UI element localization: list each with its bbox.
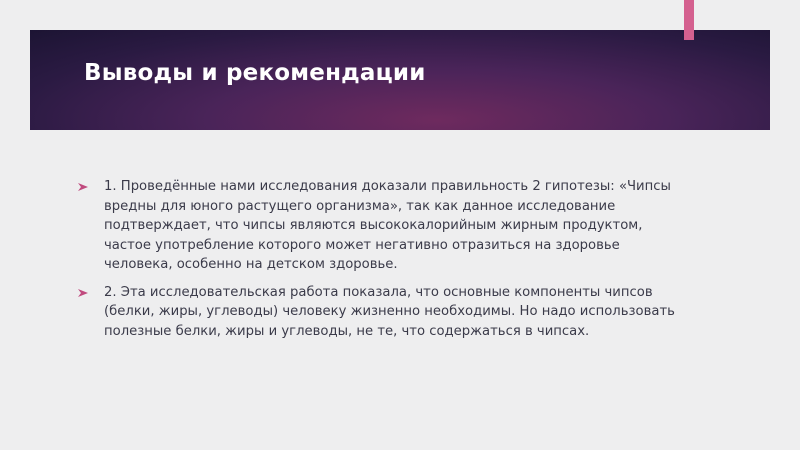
bullet-text: 1. Проведённые нами исследования доказали правильность 2 гипотезы: «Чипсы вредны для юного растущего организма», так как данное исследование подтверждает, что чипсы являются высококалорийным жирным продуктом, частое употребление которого может негативно отразиться на здоровье человека, особенно на детском здоровье. <box>104 179 671 272</box>
slide-title: Выводы и рекомендации <box>84 60 426 86</box>
bullet-list <box>78 177 678 349</box>
accent-bar <box>684 0 694 40</box>
bullet-item <box>78 177 678 275</box>
arrowhead-icon <box>78 183 88 191</box>
bullet-text: 2. Эта исследовательская работа показала, что основные компоненты чипсов (белки, жиры, углеводы) человеку жизненно необходимы. Но надо использовать полезные белки, жиры и углеводы, не те, что содержаться в чипсах. <box>104 284 675 339</box>
arrowhead-icon <box>78 289 88 297</box>
bullet-item <box>78 283 678 342</box>
